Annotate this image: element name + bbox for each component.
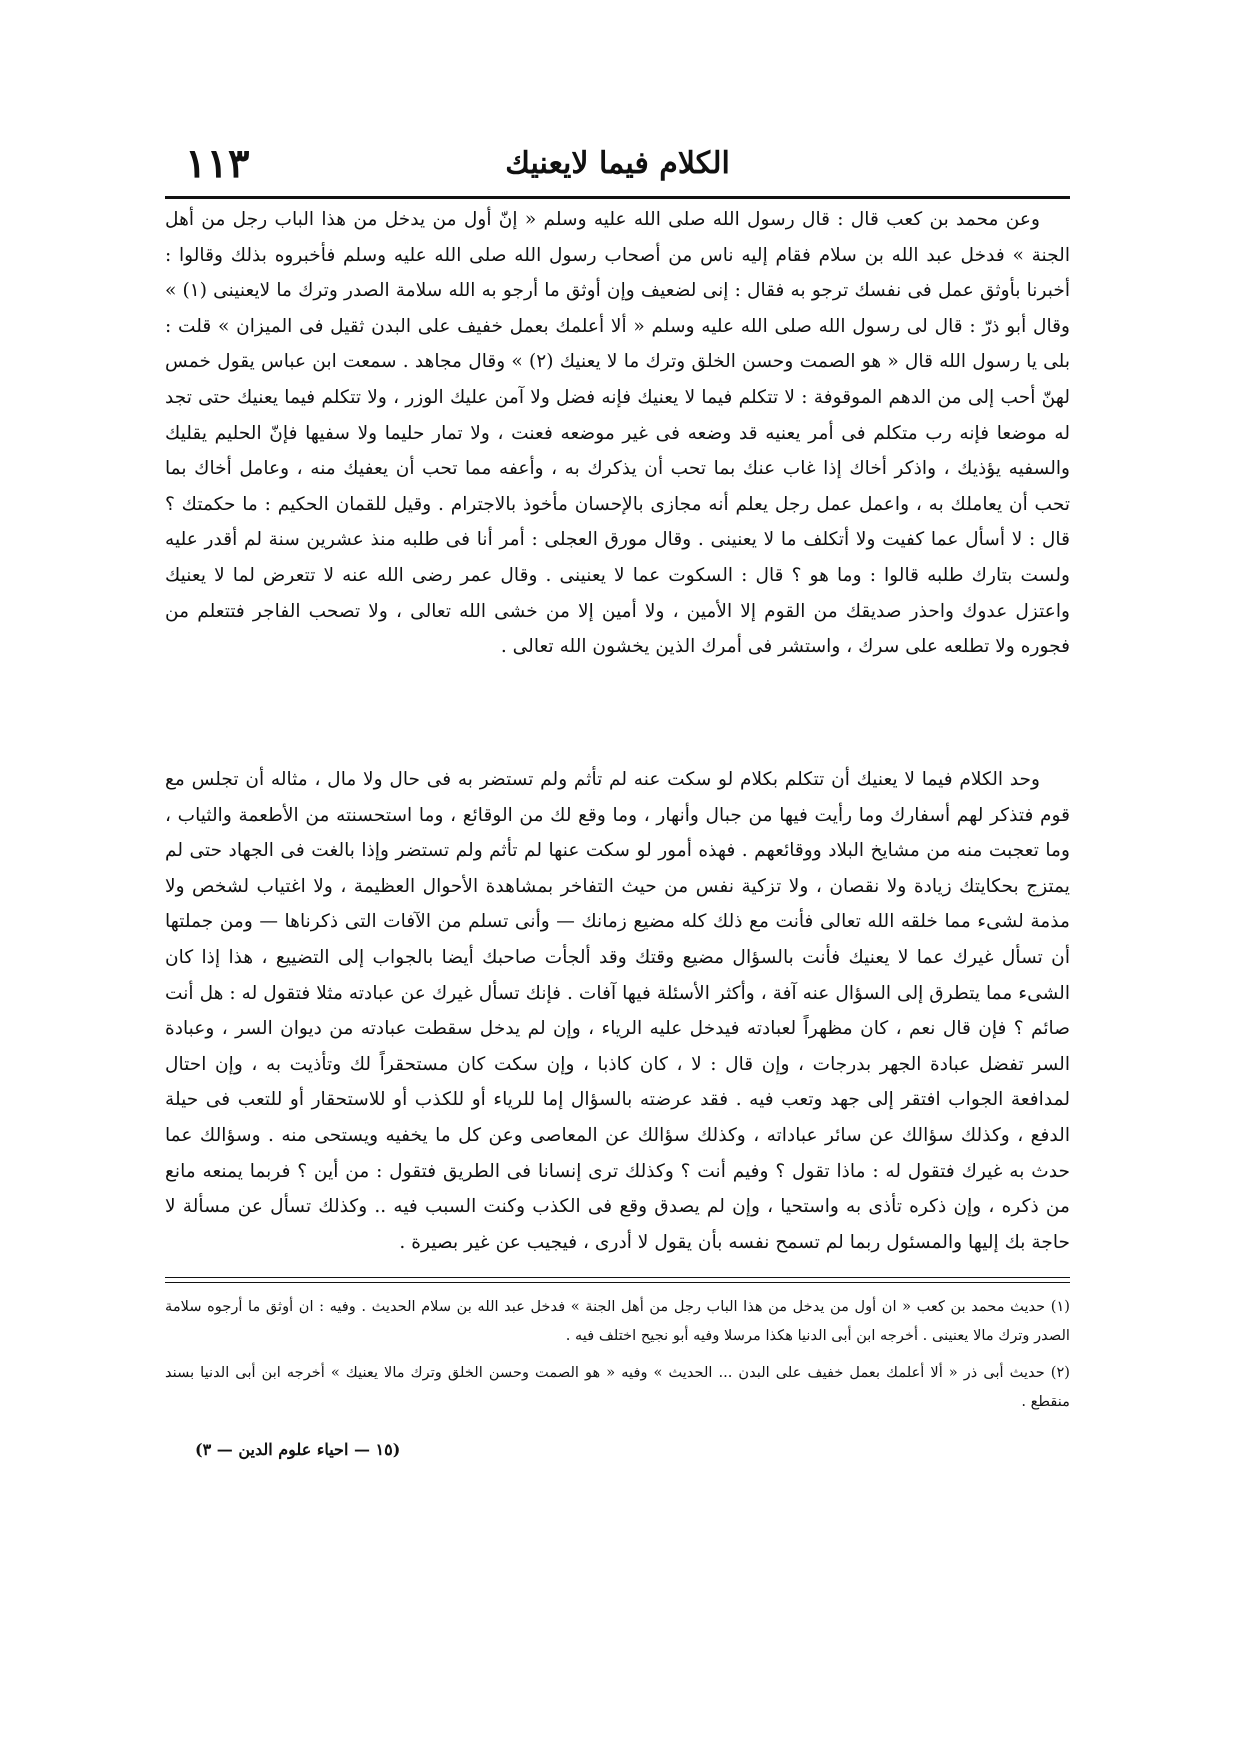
header-rule bbox=[165, 196, 1070, 199]
paragraph: وحد الكلام فيما لا يعنيك أن تتكلم بكلام لو سكت عنه لم تأثم ولم تستضر به فى حال ولا مال ، مثاله أن تجلس مع قوم فتذكر لهم أسفارك وما رأيت فيها من جبال وأنهار ، وما وقع لك من الوقائع ، وما استحسنته من الأطعمة والثياب ، وما تعجبت منه من مشايخ البلاد ووقائعهم . فهذه أمور لو سكت عنها لم تأثم ولم تستضر وإذا بالغت فى الجهاد حتى لم يمتزج بحكايتك زيادة ولا نقصان ، ولا تزكية نفس من حيث التفاخر بمشاهدة الأحوال العظيمة ، ولا اغتياب لشخص ولا مذمة لشىء مما خلقه الله تعالى فأنت مع ذلك كله مضيع زمانك — وأنى تسلم من الآفات التى ذكرناها — ومن جملتها أن تسأل غيرك عما لا يعنيك فأنت بالسؤال مضيع وقتك وقد ألجأت صاحبك أيضا بالجواب إلى التضييع ، هذا إذا كان الشىء مما يتطرق إلى السؤال عنه آفة ، وأكثر الأسئلة فيها آفات . فإنك تسأل غيرك عن عبادته مثلا فتقول له : هل أنت صائم ؟ فإن قال نعم ، كان مظهراً لعبادته فيدخل عليه الرياء ، وإن لم يدخل سقطت عبادته من ديوان السر ، وعبادة السر تفضل عبادة الجهر بدرجات ، وإن قال : لا ، كان كاذبا ، وإن سكت كان مستحقراً لك وتأذيت به ، وإن احتال لمدافعة الجواب افتقر إلى جهد وتعب فيه . فقد عرضته بالسؤال إما للرياء أو للكذب أو للاستحقار أو للتعب فى حيلة الدفع ، وكذلك سؤالك عن سائر عباداته ، وكذلك سؤالك عن المعاصى وعن كل ما يخفيه ويستحى منه . وسؤالك عما حدث به غيرك فتقول له : ماذا تقول ؟ وفيم أنت ؟ وكذلك ترى إنسانا فى الطريق فتقول : من أين ؟ فربما يمنعه مانع من ذكره ، وإن ذكره تأذى به واستحيا ، وإن لم يصدق وقع فى الكذب وكنت السبب فيه .. وكذلك تسأل عن مسألة لا حاجة بك إليها والمسئول ربما لم تسمح نفسه بأن يقول لا أدرى ، فيجيب عن غير بصيرة . bbox=[165, 769, 1070, 1253]
footnotes-rule bbox=[165, 1277, 1070, 1283]
page-header bbox=[165, 140, 1070, 192]
paragraph: وعن محمد بن كعب قال : قال رسول الله صلى الله عليه وسلم « إنّ أول من يدخل من هذا الباب رجل من أهل الجنة » فدخل عبد الله بن سلام فقام إليه ناس من أصحاب رسول الله صلى الله عليه وسلم فأخبروه بذلك وقالوا : أخبرنا بأوثق عمل فى نفسك ترجو به فقال : إنى لضعيف وإن أوثق ما أرجو به الله سلامة الصدر وترك ما لايعنينى (١) » وقال أبو ذرّ : قال لى رسول الله صلى الله عليه وسلم « ألا أعلمك بعمل خفيف على البدن ثقيل فى الميزان » قلت : بلى يا رسول الله قال « هو الصمت وحسن الخلق وترك ما لا يعنيك (٢) » وقال مجاهد . سمعت ابن عباس يقول خمس لهنّ أحب إلى من الدهم الموقوفة : لا تتكلم فيما لا يعنيك فإنه فضل ولا آمن عليك الوزر ، ولا تتكلم فيما يعنيك حتى تجد له موضعا فإنه رب متكلم فى أمر يعنيه قد وضعه فى غير موضعه فعنت ، ولا تمار حليما ولا سفيها فإنّ الحليم يقليك والسفيه يؤذيك ، واذكر أخاك إذا غاب عنك بما تحب أن يذكرك به ، وأعفه مما تحب أن يعفيك منه ، وعامل أخاك بما تحب أن يعاملك به ، واعمل عمل رجل يعلم أنه مجازى بالإحسان مأخوذ بالاجترام . وقيل للقمان الحكيم : ما حكمتك ؟ قال : لا أسأل عما كفيت ولا أتكلف ما لا يعنينى . وقال مورق العجلى : أمر أنا فى طلبه منذ عشرين سنة لم أقدر عليه ولست بتارك طلبه قالوا : وما هو ؟ قال : السكوت عما لا يعنينى . وقال عمر رضى الله عنه لا تتعرض لما لا يعنيك واعتزل عدوك واحذر صديقك من القوم إلا الأمين ، ولا أمين إلا من خشى الله تعالى ، ولا تصحب الفاجر فتتعلم من فجوره ولا تطلعه على سرك ، واستشر فى أمرك الذين يخشون الله تعالى . bbox=[165, 209, 1071, 658]
printer-signature: (١٥ — احياء علوم الدين — ٣) bbox=[195, 1440, 401, 1459]
footnote-2: (٢) حديث أبى ذر « ألا أعلمك بعمل خفيف على البدن ... الحديث » وفيه « هو الصمت وحسن الخلق وترك مالا يعنيك » أخرجه ابن أبى الدنيا بسند منقطع . bbox=[165, 1364, 1070, 1410]
page-number: ١١٣ bbox=[185, 140, 250, 187]
running-title: الكلام فيما لايعنيك bbox=[505, 146, 730, 181]
footnotes bbox=[165, 1292, 1070, 1424]
main-text-block-1 bbox=[165, 202, 1070, 665]
footnote-1: (١) حديث محمد بن كعب « ان أول من يدخل من هذا الباب رجل من أهل الجنة » فدخل عبد الله بن سلام الحديث . وفيه : ان أوثق ما أرجوه سلامة الصدر وترك مالا يعنينى . أخرجه ابن أبى الدنيا هكذا مرسلا وفيه أبو نجيح اختلف فيه . bbox=[165, 1298, 1070, 1344]
main-text-block-2 bbox=[165, 762, 1070, 1260]
